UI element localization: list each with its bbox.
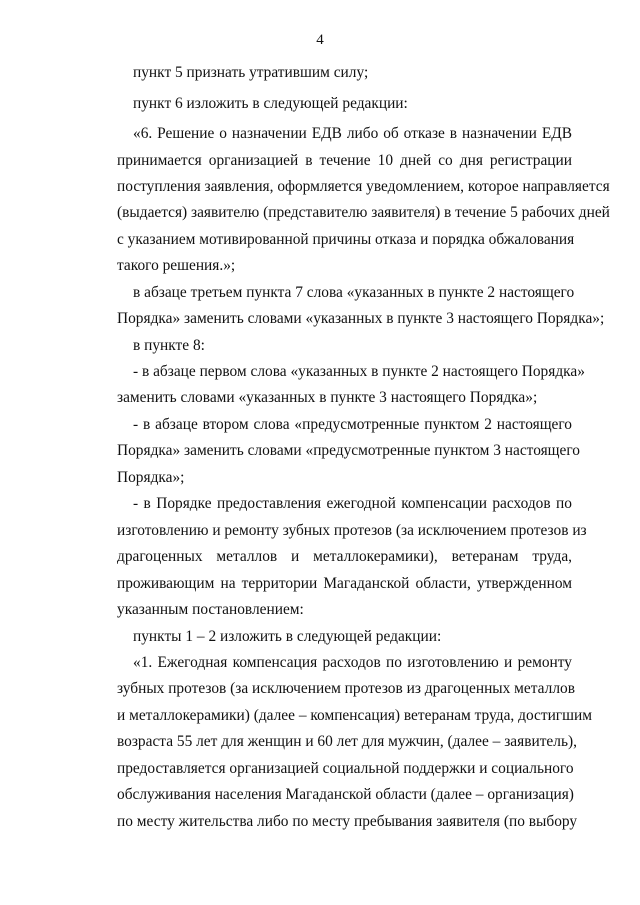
text-line: проживающим на территории Магаданской области, утвержденном bbox=[117, 575, 572, 592]
text-line: пункты 1 – 2 изложить в следующей редакции: bbox=[133, 628, 442, 645]
text-line: Порядка» заменить словами «указанных в пункте 3 настоящего Порядка»; bbox=[117, 310, 605, 327]
text-line: (выдается) заявителю (представителю заявителя) в течение 5 рабочих дней bbox=[117, 204, 610, 221]
text-line: принимается организацией в течение 10 дней со дня регистрации bbox=[117, 152, 572, 169]
text-line: и металлокерамики) (далее – компенсация) ветеранам труда, достигшим bbox=[117, 707, 592, 724]
text-line: «6. Решение о назначении ЕДВ либо об отказе в назначении ЕДВ bbox=[133, 125, 572, 142]
text-line: с указанием мотивированной причины отказа и порядка обжалования bbox=[117, 231, 575, 248]
text-line: в абзаце третьем пункта 7 слова «указанных в пункте 2 настоящего bbox=[133, 284, 575, 301]
page-number: 4 bbox=[316, 32, 324, 48]
text-line: драгоценных металлов и металлокерамики), ветеранам труда, bbox=[117, 548, 572, 565]
text-line: заменить словами «указанных в пункте 3 настоящего Порядка»; bbox=[117, 389, 538, 406]
text-line: в пункте 8: bbox=[133, 337, 205, 354]
text-line: возраста 55 лет для женщин и 60 лет для мужчин, (далее – заявитель), bbox=[117, 733, 577, 750]
text-line: обслуживания населения Магаданской области (далее – организация) bbox=[117, 786, 574, 803]
text-line: зубных протезов (за исключением протезов из драгоценных металлов bbox=[117, 680, 575, 697]
text-line: изготовлению и ремонту зубных протезов (за исключением протезов из bbox=[117, 522, 587, 539]
text-line: такого решения.»; bbox=[117, 257, 236, 274]
text-line: «1. Ежегодная компенсация расходов по изготовлению и ремонту bbox=[133, 654, 572, 671]
text-line: указанным постановлением: bbox=[117, 601, 304, 618]
text-line: по месту жительства либо по месту пребывания заявителя (по выбору bbox=[117, 813, 578, 830]
text-line: - в абзаце первом слова «указанных в пункте 2 настоящего Порядка» bbox=[133, 363, 585, 380]
text-line: пункт 5 признать утратившим силу; bbox=[133, 64, 369, 81]
text-line: - в Порядке предоставления ежегодной компенсации расходов по bbox=[133, 495, 572, 512]
text-line: Порядка»; bbox=[117, 469, 185, 486]
text-line: - в абзаце втором слова «предусмотренные пунктом 2 настоящего bbox=[133, 416, 572, 433]
text-line: Порядка» заменить словами «предусмотренные пунктом 3 настоящего bbox=[117, 442, 580, 459]
text-line: поступления заявления, оформляется уведомлением, которое направляется bbox=[117, 178, 610, 195]
text-line: пункт 6 изложить в следующей редакции: bbox=[133, 95, 408, 112]
text-line: предоставляется организацией социальной поддержки и социального bbox=[117, 760, 574, 777]
